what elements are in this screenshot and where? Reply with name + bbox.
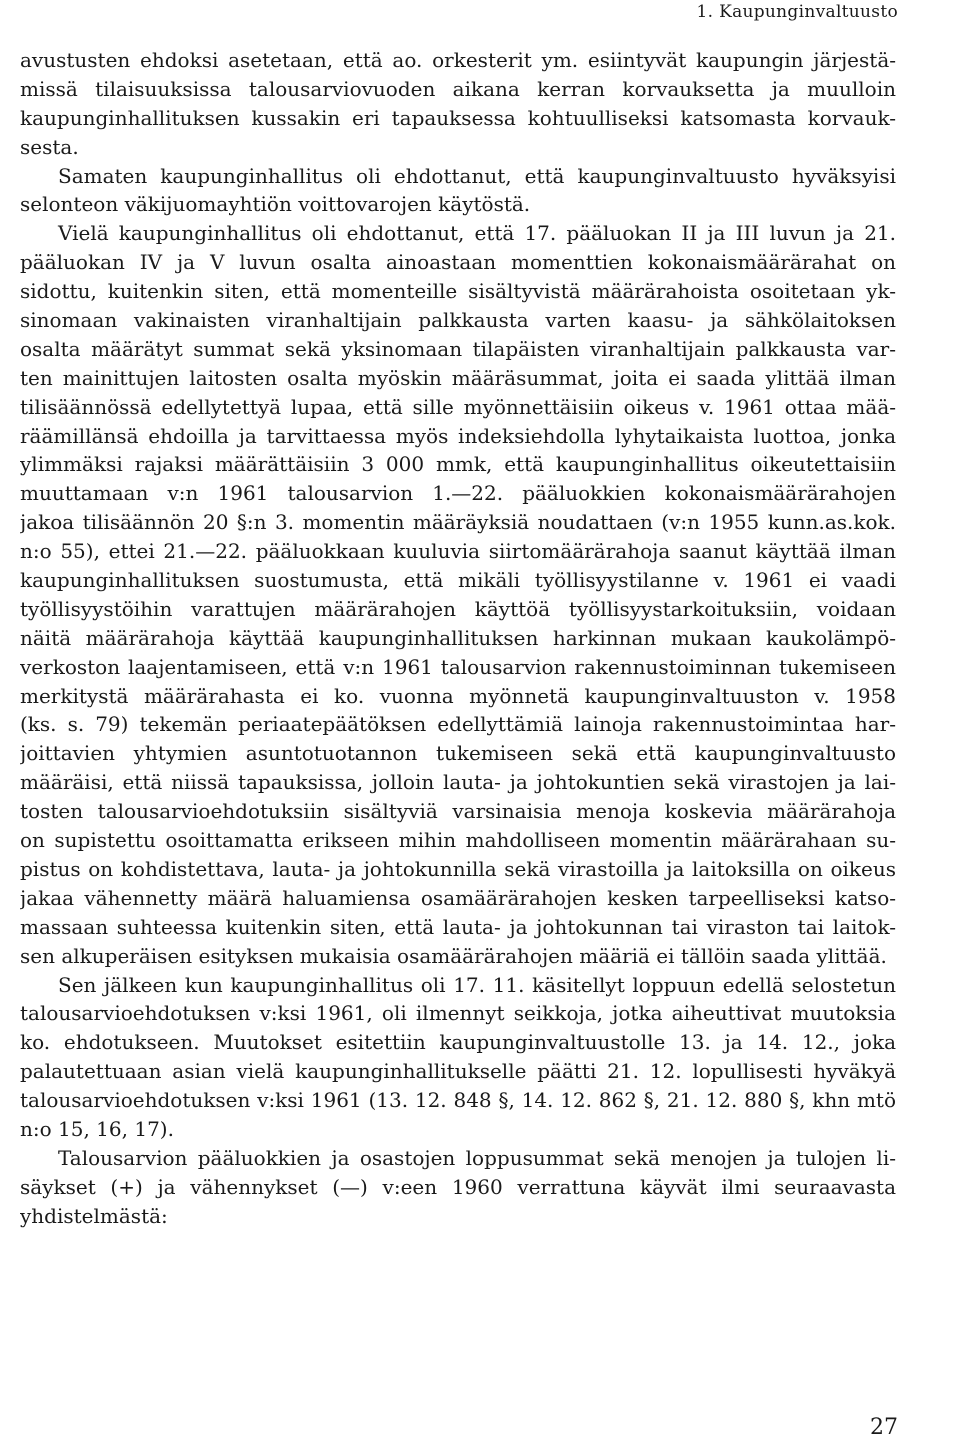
text-line: osalta määrätyt summat sekä yksinomaan tilapäisten viranhaltijain palkkausta var- [20,336,896,361]
text-line: pääluokan IV ja V luvun osalta ainoastaan momenttien kokonaismäärärahat on [20,250,896,275]
text-line: kaupunginhallituksen kussakin eri tapauksessa kohtuulliseksi katsomasta korvauk- [20,105,896,130]
text-line: jakaa vähennetty määrä haluamiensa osamäärärahojen kesken tarpeelliseksi katso- [20,885,896,910]
page-number: 27 [870,1415,898,1440]
text-line: palautettuaan asian vielä kaupunginhallitukselle päätti 21. 12. lopullisesti hyväkyä [20,1059,896,1084]
text-line: työllisyystöihin varattujen määrärahojen käyttöä työllisyystarkoituksiin, voidaan [20,596,896,621]
text-line: verkoston laajentamiseen, että v:n 1961 talousarvion rakennustoiminnan tukemiseen [20,654,896,679]
text-line: näitä määrärahoja käyttää kaupunginhallituksen harkinnan mukaan kaukolämpö- [20,625,896,650]
text-line: missä tilaisuuksissa talousarviovuoden aikana kerran korvauksetta ja muulloin [20,76,896,101]
text-line: ten mainittujen laitosten osalta myöskin määräsummat, joita ei saada ylittää ilman [20,365,896,390]
text-line: (ks. s. 79) tekemän periaatepäätöksen edellyttämiä lainoja rakennustoimintaa har- [20,712,896,737]
text-line: talousarvioehdotuksen v:ksi 1961, oli ilmennyt seikkoja, jotka aiheuttivat muutoksia [20,1001,896,1026]
running-head: 1. Kaupunginvaltuusto [696,2,898,22]
text-line: Vielä kaupunginhallitus oli ehdottanut, että 17. pääluokan II ja III luvun ja 21. [58,221,896,246]
text-line: n:o 55), ettei 21.—22. pääluokkaan kuuluvia siirtomäärärahoja saanut käyttää ilman [20,539,896,564]
text-line: tosten talousarvioehdotuksiin sisältyviä varsinaisia menoja koskevia määrärahoja [20,799,896,824]
text-line: Samaten kaupunginhallitus oli ehdottanut, että kaupunginvaltuusto hyväksyisi [58,163,896,188]
text-line: sinomaan vakinaisten viranhaltijain palkkausta varten kaasu- ja sähkölaitoksen [20,308,896,333]
text-line: räämillänsä ehdoilla ja tarvittaessa myös indeksiehdolla lyhytaikaista luottoa, jonka [20,423,896,448]
text-line: yhdistelmästä: [20,1203,168,1228]
text-line: talousarvioehdotuksen v:ksi 1961 (13. 12. 848 §, 14. 12. 862 §, 21. 12. 880 §, khn mtö [20,1088,896,1113]
text-line: sesta. [20,134,79,159]
text-line: ylimmäksi rajaksi määrättäisiin 3 000 mmk, että kaupunginhallitus oikeutettaisiin [20,452,896,477]
text-line: määräisi, että niissä tapauksissa, jolloin lauta- ja johtokuntien sekä virastojen ja lai- [20,770,896,795]
text-line: joittavien yhtymien asuntotuotannon tukemiseen sekä että kaupunginvaltuusto [20,741,896,766]
text-line: Talousarvion pääluokkien ja osastojen loppusummat sekä menojen ja tulojen li- [58,1145,896,1170]
text-line: muuttamaan v:n 1961 talousarvion 1.—22. pääluokkien kokonaismäärärahojen [20,481,896,506]
text-line: Sen jälkeen kun kaupunginhallitus oli 17. 11. käsitellyt loppuun edellä selostetun [58,972,896,997]
page-body [20,46,896,1231]
text-line: selonteon väkijuomayhtiön voittovarojen käytöstä. [20,192,531,217]
text-line: säykset (+) ja vähennykset (—) v:een 1960 verrattuna käyvät ilmi seuraavasta [20,1174,896,1199]
text-line: kaupunginhallituksen suostumusta, että mikäli työllisyystilanne v. 1961 ei vaadi [20,568,896,593]
text-line: sen alkuperäisen esityksen mukaisia osamäärärahojen määriä ei tällöin saada ylittää. [20,943,887,968]
text-line: tilisäännössä edellytettyä lupaa, että sille myönnettäisiin oikeus v. 1961 ottaa mää- [20,394,896,419]
text-line: on supistettu osoittamatta erikseen mihin mahdolliseen momentin määrärahaan su- [20,828,896,853]
text-line: ko. ehdotukseen. Muutokset esitettiin kaupunginvaltuustolle 13. ja 14. 12., joka [20,1030,896,1055]
text-line: avustusten ehdoksi asetetaan, että ao. orkesterit ym. esiintyvät kaupungin järjestä- [20,48,896,72]
text-line: massaan suhteessa kuitenkin siten, että lauta- ja johtokunnan tai viraston tai laitok- [20,914,896,939]
text-line: n:o 15, 16, 17). [20,1116,174,1141]
text-line: merkitystä määrärahasta ei ko. vuonna myönnetä kaupunginvaltuuston v. 1958 [20,683,896,708]
text-line: pistus on kohdistettava, lauta- ja johtokunnilla sekä virastoilla ja laitoksilla on oikeus [20,856,896,881]
text-line: jakoa tilisäännön 20 §:n 3. momentin määräyksiä noudattaen (v:n 1955 kunn.as.kok. [20,510,896,535]
text-line: sidottu, kuitenkin siten, että momenteille sisältyvistä määrärahoista osoitetaan yk- [20,279,896,304]
